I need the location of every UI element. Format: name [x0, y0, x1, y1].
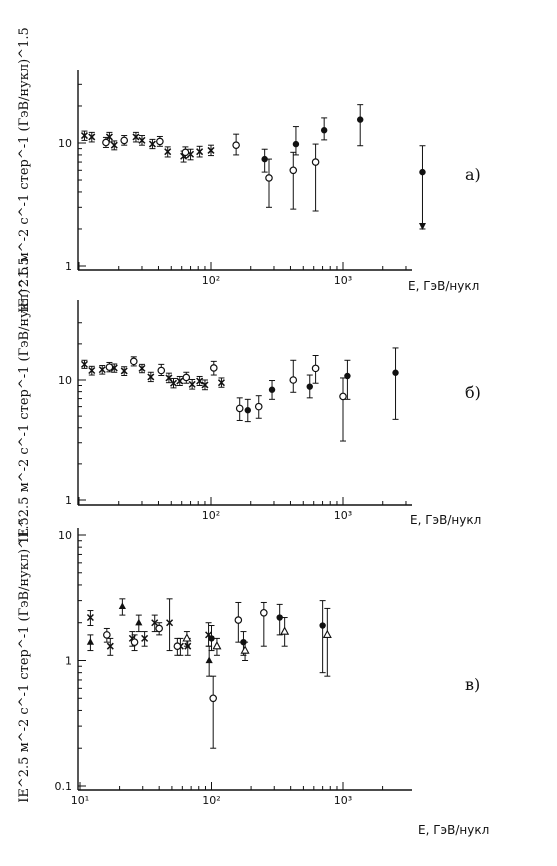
data-point — [321, 127, 327, 133]
data-point — [392, 370, 398, 376]
x-tick-label: 10² — [201, 509, 221, 522]
series-cross — [87, 599, 211, 655]
data-point — [208, 635, 214, 641]
y-tick-label: 10 — [58, 374, 72, 387]
data-point — [121, 137, 127, 143]
y-axis-label: IE^2.5 м^-2 с^-1 стер^-1 (ГэВ/нукл)^1.5 — [17, 257, 32, 543]
data-point — [256, 403, 262, 409]
data-point — [312, 365, 318, 371]
data-point — [237, 405, 243, 411]
data-point — [103, 139, 109, 145]
panel-label: а) — [465, 165, 481, 184]
data-point — [131, 639, 137, 645]
panel-label: в) — [465, 675, 481, 694]
data-point — [135, 619, 142, 626]
y-tick-label: 1 — [65, 654, 72, 668]
data-point — [290, 167, 296, 173]
data-point — [211, 365, 217, 371]
data-point — [307, 383, 313, 389]
data-point — [419, 169, 425, 175]
x-tick-label: 10³ — [333, 274, 353, 287]
data-point — [156, 625, 162, 631]
series-filled-circle — [261, 105, 425, 229]
y-tick-label: 1 — [65, 260, 72, 273]
data-point — [235, 617, 241, 623]
y-axis-label: IE^2.5 м^-2 с^-1 стер^-1 (ГэВ/нукл)^1.5 — [17, 517, 32, 803]
data-point — [293, 141, 299, 147]
data-point — [131, 358, 137, 364]
x-tick-label: 10³ — [333, 509, 353, 522]
x-tick-label: 10² — [201, 274, 221, 287]
series-open-circle — [104, 602, 267, 748]
data-point — [266, 175, 272, 181]
data-point — [87, 638, 94, 645]
data-point — [174, 643, 180, 649]
y-axis-label: IE^2.5 м^-2 с^-1 стер^-1 (ГэВ/нукл)^1.5 — [17, 27, 32, 313]
data-point — [119, 602, 126, 609]
y-tick-label: 10 — [58, 137, 72, 150]
data-point — [344, 373, 350, 379]
data-point — [290, 377, 296, 383]
series-filled-circle — [245, 348, 399, 422]
panel-3 — [17, 517, 489, 837]
data-point — [281, 628, 288, 635]
data-point — [183, 634, 190, 641]
data-point — [104, 632, 110, 638]
x-tick-label: 10² — [202, 794, 221, 807]
panel-1 — [17, 27, 481, 313]
y-tick-label: 1 — [65, 494, 72, 507]
y-tick-label: 10 — [58, 529, 72, 542]
x-axis-label: E, ГэВ/нукл — [410, 513, 482, 527]
data-point — [241, 647, 248, 654]
panel-2 — [17, 257, 481, 543]
series-cross — [81, 360, 224, 389]
data-point — [357, 116, 363, 122]
x-axis-label: E, ГэВ/нукл — [408, 279, 480, 293]
x-tick-label: 10¹ — [70, 794, 90, 807]
data-point — [233, 142, 239, 148]
y-tick-label: 0.1 — [54, 780, 72, 793]
data-point — [261, 156, 267, 162]
data-point — [158, 367, 164, 373]
data-point — [269, 387, 275, 393]
data-point — [182, 149, 188, 155]
data-point — [183, 374, 189, 380]
data-point — [324, 631, 331, 638]
data-point — [319, 622, 325, 628]
data-point — [106, 364, 112, 370]
data-point — [312, 159, 318, 165]
series-open-triangle — [183, 608, 331, 676]
data-point — [213, 642, 220, 649]
panel-label: б) — [465, 383, 481, 402]
x-axis-label: E, ГэВ/нукл — [418, 823, 490, 837]
data-point — [210, 695, 216, 701]
data-point — [261, 610, 267, 616]
series-cross — [81, 131, 214, 162]
data-point — [340, 393, 346, 399]
x-tick-label: 10³ — [333, 794, 353, 807]
data-point — [245, 407, 251, 413]
data-point — [206, 657, 213, 664]
data-point — [157, 138, 163, 144]
